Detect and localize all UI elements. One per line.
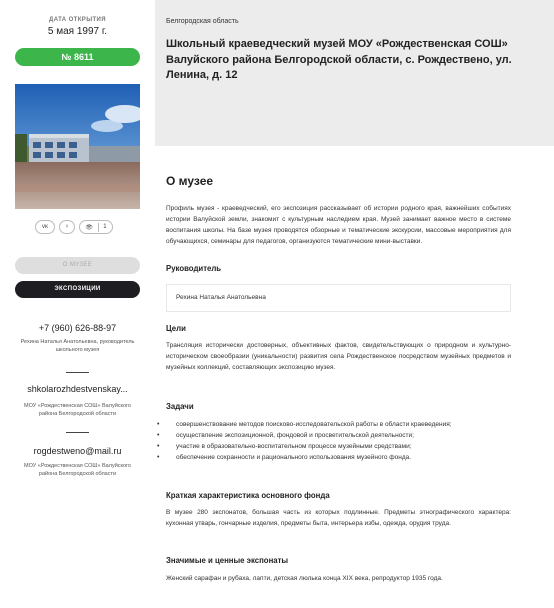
list-item: • совершенствование методов поисково-исследовательской работы в области краеведения; <box>166 419 511 430</box>
goals-heading: Цели <box>166 324 186 333</box>
goals-text: Трансляция исторически достоверных, объективных фактов, свидетельствующих о природном и культурно-историческом своеобразии (уникальности) развития села Рождественское посредством музейных предметов и музейных коллекций, составляющих экспозицию музея. <box>166 342 511 371</box>
fund-text: В музее 280 экспонатов, большая часть из которых подлинные. Предметы этнографического характера: кухонная утварь, гончарные изделия, предметы быта, интерьера избы, одежда, орудия труда. <box>166 509 511 527</box>
open-date: 5 мая 1997 г. <box>47 26 108 37</box>
contact-website-note: МОУ «Рождественская СОШ» Валуйского района Белгородской области <box>24 403 131 417</box>
list-item: • участие в образовательно-воспитательном процессе музейными средствами; <box>166 441 511 452</box>
museum-number-badge: № 8611 <box>15 48 140 66</box>
list-item: • обеспечение сохранности и рационального использования музейного фонда. <box>166 452 511 463</box>
contact-email-note: МОУ «Рождественская СОШ» Валуйского района Белгородской области <box>24 463 131 477</box>
ok-share-button[interactable] <box>59 220 75 234</box>
contact-divider <box>66 432 89 433</box>
region-label: Белгородская область <box>166 18 239 25</box>
tasks-heading: Задачи <box>166 402 194 411</box>
contact-email[interactable]: rogdestweno@mail.ru <box>33 446 122 456</box>
leader-name: Рехина Наталья Анатольевна <box>166 284 511 312</box>
exhibits-heading: Значимые и ценные экспонаты <box>166 556 289 565</box>
museum-photo[interactable] <box>15 84 140 209</box>
page-title: Школьный краеведческий музей МОУ «Рождественская СОШ» Валуйского района Белгородской области, с. Рождествено, ул. Ленина, д. 12 <box>166 38 512 81</box>
expositions-button[interactable]: ЭКСПОЗИЦИИ <box>15 281 140 298</box>
fund-heading: Краткая характеристика основного фонда <box>166 491 330 500</box>
divider <box>98 223 99 232</box>
vk-icon: ᴠᴋ <box>42 224 48 230</box>
views-count: 1 <box>103 224 107 230</box>
profile-text: Профиль музея - краеведческий, его экспозиция рассказывает об истории родного края, важнейших событиях истории Валуйской земли, знакомит с культурным наследием края. Музей занимает важное место в системе воспитания школы. На базе музея проводятся обзорные и тематические экскурсии, массовые мероприятия для обучающихся, семинары для педагогов, организуются тематические мини-выставки. <box>166 205 511 245</box>
sidebar <box>0 0 155 608</box>
about-museum-button[interactable]: О МУЗЕЕ <box>15 257 140 274</box>
views-counter <box>79 220 113 234</box>
tasks-list <box>166 419 511 463</box>
eye-icon: 👁 <box>85 224 93 231</box>
contact-phone-note: Рехина Наталья Анатольевна, руководитель школьного музея <box>20 339 135 353</box>
about-heading: О музее <box>166 174 214 188</box>
contact-website[interactable]: shkolarozhdestvenskay... <box>27 384 128 394</box>
open-date-label: ДАТА ОТКРЫТИЯ <box>49 17 106 23</box>
vk-share-button[interactable] <box>35 220 55 234</box>
contact-phone[interactable]: +7 (960) 626-88-97 <box>38 323 117 333</box>
list-item: • осуществление экспозиционной, фондовой и просветительской деятельности; <box>166 430 511 441</box>
exhibits-text: Женский сарафан и рубаха, лапти, детская люлька конца XIX века, репродуктор 1935 года. <box>166 575 443 582</box>
ok-icon: ♀ <box>64 224 70 230</box>
leader-heading: Руководитель <box>166 264 222 273</box>
contact-divider <box>66 372 89 373</box>
